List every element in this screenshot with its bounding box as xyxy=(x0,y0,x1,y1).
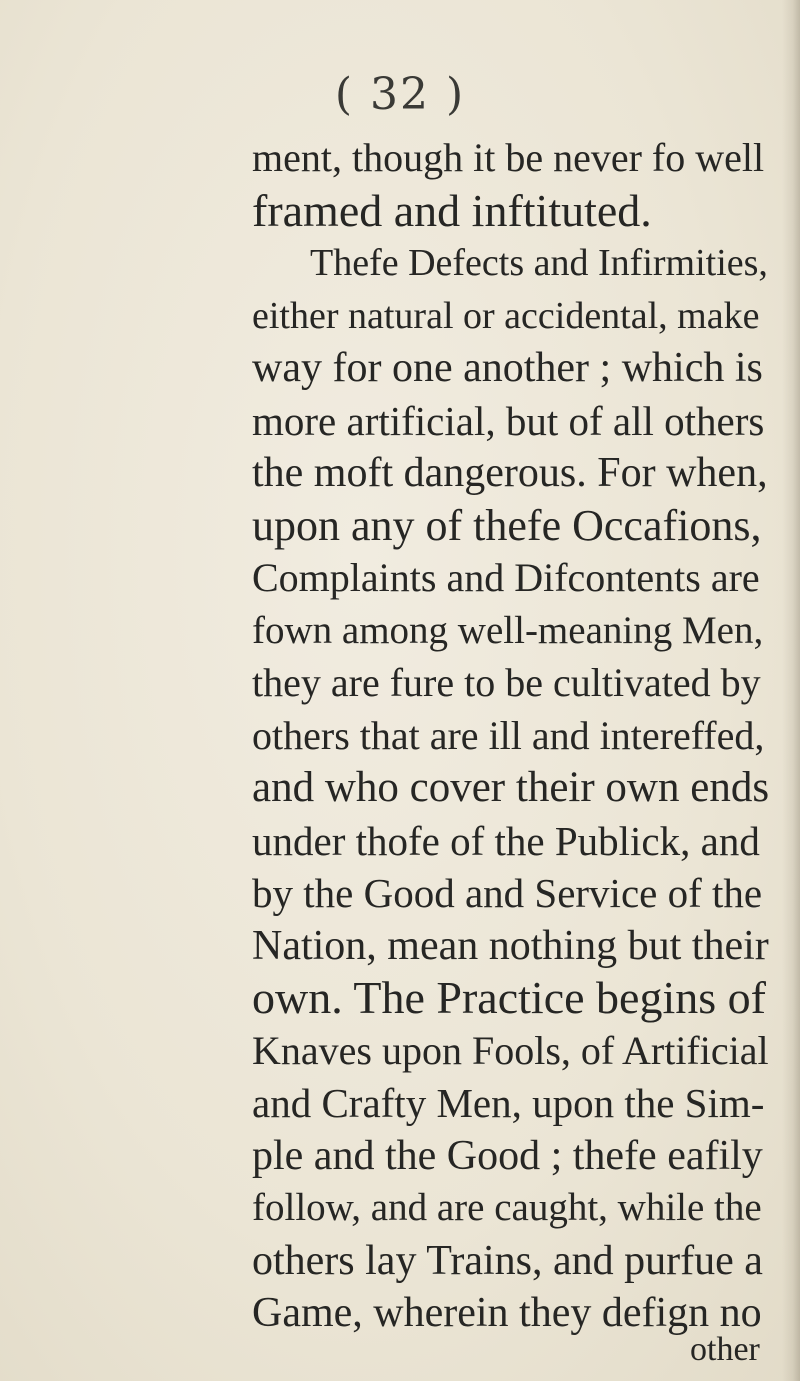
text-line-content: and Crafty Men, upon the Sim- xyxy=(252,1080,765,1126)
text-line-content: framed and inftituted. xyxy=(252,184,652,236)
text-line-content: more artificial, but of all others xyxy=(252,397,765,444)
text-line-content: Knaves upon Fools, of Artificial xyxy=(252,1027,769,1073)
text-line-content: Game, wherein they defign no xyxy=(252,1290,762,1336)
text-line-content: Complaints and Difcontents are xyxy=(252,555,760,600)
text-line-content: upon any of thefe Occafions, xyxy=(252,500,762,550)
text-line-content: ment, though it be never fo well xyxy=(252,135,765,180)
book-page: ( 32 ) ment, though it be never fo well framed and inftituted. Thefe Defects and Infirmities, either natural or accidental, make way for one another ; which is more artificial, but of all others the moft dangerous. For when, upon any of thefe Occafions, Complaints and Difcontents are fown among well-meaning Men, they are fure to be cultivated by others that are ill and intereffed, and who cover their own ends under thofe of the Publick, and by the Good and Service of the Nation, mean nothing but their own. The Practice begins of Knaves upon Fools, of Artificial and Crafty Men, upon the Sim- ple and the Good ; thefe eafily follow, and are caught, while the others lay Trains, and purfue a Game, wherein they defign no other xyxy=(0,0,800,1381)
text-line-content: they are fure to be cultivated by xyxy=(252,660,761,705)
text-line-content: follow, and are caught, while the xyxy=(252,1186,762,1229)
text-line-content: way for one another ; which is xyxy=(252,345,763,391)
text-line-content: and who cover their own ends xyxy=(252,764,770,811)
text-line-content: under thofe of the Publick, and xyxy=(252,817,760,864)
text-line-content: Nation, mean nothing but their xyxy=(252,922,769,969)
text-line-content: either natural or accidental, make xyxy=(252,294,760,337)
text-line-content: the moft dangerous. For when, xyxy=(252,450,768,496)
text-line-content: others that are ill and intereffed, xyxy=(252,712,765,758)
text-line-content: own. The Practice begins of xyxy=(252,972,766,1023)
text-line-content: Thefe Defects and Infirmities, xyxy=(310,242,768,284)
text-line-content: others lay Trains, and purfue a xyxy=(252,1237,763,1284)
text-line-content: by the Good and Service of the xyxy=(252,870,763,916)
text-line-content: fown among well-meaning Men, xyxy=(252,608,764,652)
text-line-content: ple and the Good ; thefe eafily xyxy=(252,1132,763,1179)
page-number: ( 32 ) xyxy=(334,69,466,120)
